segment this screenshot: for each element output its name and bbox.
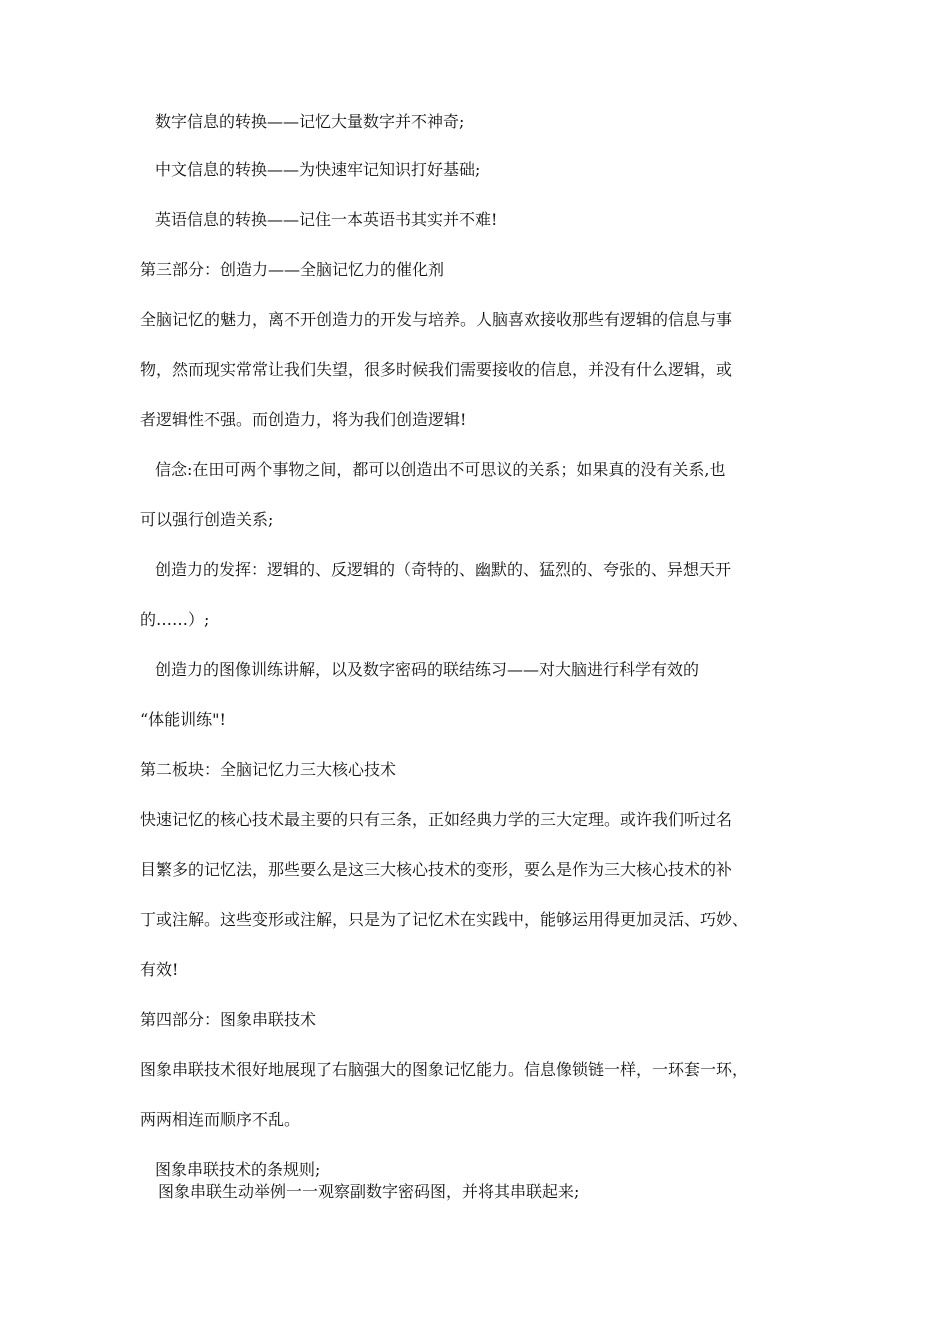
text-line: 可以强行创造关系; xyxy=(140,510,274,529)
text-line: 中文信息的转换——为快速牢记知识打好基础; xyxy=(155,160,481,179)
text-line: 图象串联生动举例一一观察副数字密码图，并将其串联起来; xyxy=(158,1182,580,1201)
section-heading: 第三部分：创造力——全脑记忆力的催化剂 xyxy=(140,260,445,279)
section-heading: 第二板块：全脑记忆力三大核心技术 xyxy=(140,760,397,779)
text-line: 的……）; xyxy=(140,610,210,629)
text-line: 图象串联技术很好地展现了右脑强大的图象记忆能力。信息像锁链一样，一环套一环， xyxy=(140,1060,749,1079)
text-line: 快速记忆的核心技术最主要的只有三条，正如经典力学的三大定理。或许我们听过名 xyxy=(140,810,733,829)
text-line: 两两相连而顺序不乱。 xyxy=(140,1110,301,1129)
text-line: 物，然而现实常常让我们失望，很多时候我们需要接收的信息，并没有什么逻辑，或 xyxy=(140,360,733,379)
text-line: 丁或注解。这些变形或注解，只是为了记忆术在实践中，能够运用得更加灵活、巧妙、 xyxy=(140,910,749,929)
text-line: 创造力的图像训练讲解，以及数字密码的联结练习——对大脑进行科学有效的 xyxy=(155,660,700,679)
text-line: 数字信息的转换——记忆大量数字并不神奇; xyxy=(155,112,465,131)
text-line: 有效! xyxy=(140,960,179,979)
text-line: 信念:在田可两个事物之间，都可以创造出不可思议的关系；如果真的没有关系,也 xyxy=(155,460,726,479)
text-line: 者逻辑性不强。而创造力，将为我们创造逻辑! xyxy=(140,410,467,429)
text-line: 目繁多的记忆法，那些要么是这三大核心技术的变形，要么是作为三大核心技术的补 xyxy=(140,860,733,879)
text-line: 全脑记忆的魅力，离不开创造力的开发与培养。人脑喜欢接收那些有逻辑的信息与事 xyxy=(140,310,733,329)
section-heading: 第四部分：图象串联技术 xyxy=(140,1010,317,1029)
text-line: “体能训练"! xyxy=(140,710,226,729)
text-line: 创造力的发挥：逻辑的、反逻辑的（奇特的、幽默的、猛烈的、夸张的、异想天开 xyxy=(155,560,732,579)
text-line: 图象串联技术的条规则; xyxy=(155,1160,321,1179)
text-line: 英语信息的转换——记住一本英语书其实并不难! xyxy=(155,210,498,229)
